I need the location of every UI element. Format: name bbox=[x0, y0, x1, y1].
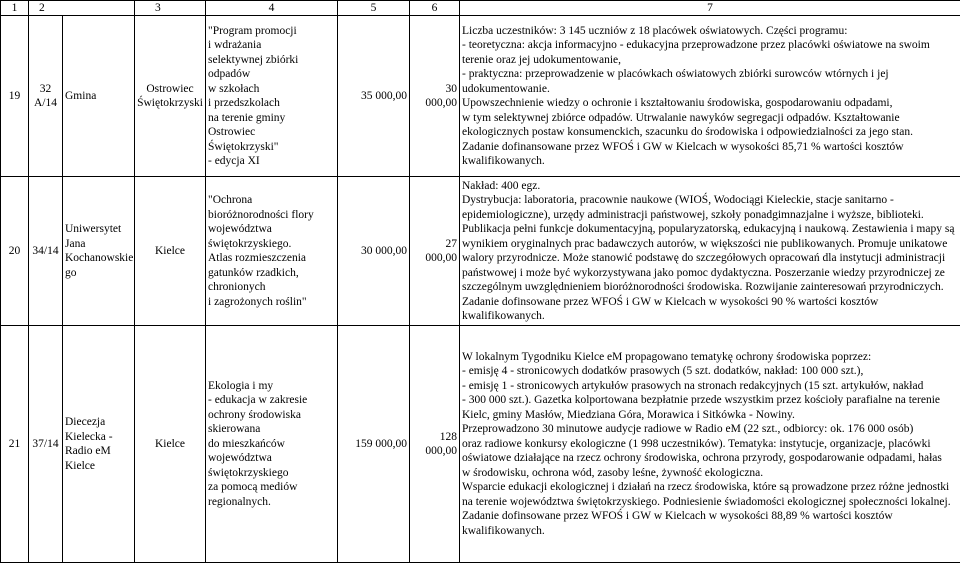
reference-number-line: 32 bbox=[39, 82, 52, 95]
description-cell-line: Zadanie dofinansowane przez WFOŚ i GW w Kielcach w wysokości 85,71 % wartości kosztów bbox=[462, 140, 904, 153]
applicant-cell-line: Uniwersytet bbox=[65, 223, 122, 235]
task-title-cell bbox=[206, 177, 338, 326]
description-cell-line: epidemiologiczne), urzędy administracji państwowej, szkoły ponadgimnazjalne i wyższe, biblioteki. bbox=[462, 208, 924, 221]
task-title-cell-line: Atlas rozmieszczenia bbox=[208, 252, 307, 264]
description-cell-line: oświatowe działające na rzecz ochrony środowiska, ochrona przyrody, gospodarowanie odpadami, hałas bbox=[462, 452, 942, 465]
description-cell-line: Wsparcie edukacji ekologicznej i działań na rzecz środowiska, które są prowadzone przez różne jednostki bbox=[462, 481, 950, 494]
header-cell: 4 bbox=[206, 1, 338, 16]
description-cell-line: - praktyczna: przeprowadzenie w placówkach oświatowych zbiórki surowców wtórnych i jej bbox=[462, 68, 889, 80]
task-title-cell-line: bioróżnorodności flory bbox=[208, 208, 314, 221]
task-title-cell-line: do mieszkańców bbox=[208, 437, 285, 450]
description-cell-line: - 300 000 szt.). Gazetka kolportowana bezpłatnie przede wszystkim przez kościoły parafialne na terenie bbox=[462, 394, 941, 407]
applicant-cell-line: Kielce bbox=[65, 459, 96, 472]
task-title-cell-line: Ekologia i my bbox=[208, 379, 274, 392]
table-row bbox=[1, 326, 960, 563]
grant-amount-cell: 27 000,00 bbox=[410, 177, 460, 326]
header-cell: 5 bbox=[338, 1, 410, 16]
description-cell-line: kwalifikowanych. bbox=[462, 524, 545, 537]
description-cell-line: oraz radiowe konkursy ekologiczne (1 998 uczestników). Tematyka: instytucje, organizacje, placówki bbox=[462, 437, 931, 450]
row-number: 20 bbox=[1, 177, 29, 326]
header-cell: 1 bbox=[1, 1, 29, 16]
location-cell-line: Kielce bbox=[154, 244, 185, 257]
reference-number-line: A/14 bbox=[34, 97, 57, 109]
description-cell-line: na terenie województwa świętokrzyskiego. Podniesienie świadomości ekologicznej społeczności lokalnej. bbox=[462, 495, 951, 508]
task-title-cell-line: świętokrzyskiego. bbox=[208, 237, 292, 250]
applicant-cell bbox=[63, 177, 135, 326]
description-cell-line: - teoretyczna: akcja informacyjno - edukacyjna przeprowadzone przez placówki oświatowe na swoim bbox=[462, 39, 930, 51]
task-title-cell-line: regionalnych. bbox=[208, 495, 271, 508]
total-cost-cell: 30 000,00 bbox=[338, 177, 410, 326]
applicant-cell-line: go bbox=[65, 266, 77, 279]
task-title-cell-line: selektywnej zbiórki bbox=[208, 53, 299, 66]
task-title-cell bbox=[206, 326, 338, 563]
header-cell: 3 bbox=[135, 1, 206, 16]
task-title-cell-line: w szkołach bbox=[208, 82, 260, 95]
task-title-cell-line: Ostrowiec bbox=[208, 126, 256, 138]
description-cell-line: ekologicznych postaw konsumenckich, szacunku do środowiska i odpowiedzialności za jego stan. bbox=[462, 126, 913, 138]
description-cell-line: terenie oraz jej udokumentowanie, bbox=[462, 53, 622, 66]
location-cell-line: Świętokrzyski bbox=[137, 97, 203, 109]
task-title-cell-line: Świętokrzyski" bbox=[208, 140, 279, 153]
total-cost-cell: 35 000,00 bbox=[338, 16, 410, 177]
reference-number bbox=[29, 16, 63, 177]
task-title-cell-line: - edycja XI bbox=[208, 155, 260, 167]
applicant-cell-line: Kielecka - bbox=[65, 430, 113, 443]
reference-number bbox=[29, 177, 63, 326]
task-title-cell-line: skierowana bbox=[208, 423, 261, 436]
description-cell bbox=[460, 16, 960, 177]
applicant-cell-line: Gmina bbox=[65, 89, 97, 102]
description-cell-line: Nakład: 400 egz. bbox=[462, 179, 541, 192]
header-row bbox=[1, 1, 960, 16]
applicant-cell bbox=[63, 16, 135, 177]
task-title-cell-line: - edukacja w zakresie bbox=[208, 394, 308, 407]
description-cell-line: - emisję 4 - stronicowych dodatków prasowych (5 szt. dodatków, nakład: 100 000 szt.), bbox=[462, 365, 864, 378]
description-cell-line: w środowisku, ochrona wód, zasoby leśne, żywność ekologiczna. bbox=[462, 466, 764, 479]
row-number: 21 bbox=[1, 326, 29, 563]
task-title-cell-line: "Program promocji bbox=[208, 24, 297, 37]
task-title-cell-line: województwa bbox=[208, 223, 272, 235]
description-cell-line: Zadanie dofinsowane przez WFOŚ i GW w Kielcach w wysokości 88,89 % wartości kosztów bbox=[462, 510, 893, 523]
task-title-cell-line: ochrony środowiska bbox=[208, 408, 301, 421]
location-cell-line: Ostrowiec bbox=[146, 82, 194, 95]
task-title-cell bbox=[206, 16, 338, 177]
applicant-cell bbox=[63, 326, 135, 563]
table-body bbox=[1, 16, 960, 563]
applicant-cell-line: Radio eM bbox=[65, 445, 111, 457]
task-title-cell-line: i wdrażania bbox=[208, 39, 262, 51]
header-cell: 6 bbox=[410, 1, 460, 16]
task-title-cell-line: za pomocą mediów bbox=[208, 481, 298, 494]
description-cell-line: państwowej i może być wykorzystywana jako pomoc dydaktyczna. Poszerzanie wiedzy przyrodniczej ze bbox=[462, 266, 945, 279]
description-cell bbox=[460, 326, 960, 563]
description-cell-line: Kielc, gminy Masłów, Miedziana Góra, Morawica i Sitkówka - Nowiny. bbox=[462, 408, 795, 421]
header-cell: 2 bbox=[29, 1, 135, 16]
description-cell-line: Zadanie dofinsowane przez WFOŚ i GW w Kielcach w wysokości 90 % wartości kosztów bbox=[462, 295, 879, 308]
location-cell bbox=[135, 16, 206, 177]
total-cost-cell: 159 000,00 bbox=[338, 326, 410, 563]
grant-amount-cell: 30 000,00 bbox=[410, 16, 460, 177]
reference-number-line: 34/14 bbox=[32, 244, 59, 257]
applicant-cell-line: Diecezja bbox=[65, 416, 106, 428]
description-cell-line: - emisję 1 - stronicowych artykułów prasowych na stronach redakcyjnych (15 szt. artykułów, nakład bbox=[462, 379, 924, 392]
location-cell bbox=[135, 326, 206, 563]
task-title-cell-line: świętokrzyskiego bbox=[208, 466, 289, 479]
description-cell-line: Publikacja pełni funkcje dokumentacyjną, popularyzatorską, edukacyjną i naukową. Zestawienia i mapy są bbox=[462, 223, 955, 235]
description-cell-line: Liczba uczestników: 3 145 uczniów z 18 placówek oświatowych. Części programu: bbox=[462, 24, 848, 37]
task-title-cell-line: i przedszkolach bbox=[208, 97, 280, 109]
description-cell-line: Upowszechnienie wiedzy o ochronie i kształtowaniu środowiska, gospodarowaniu odpadami, bbox=[462, 97, 893, 109]
task-title-cell-line: "Ochrona bbox=[208, 194, 253, 206]
applicant-cell-line: Kochanowskie bbox=[65, 252, 134, 264]
task-title-cell-line: odpadów bbox=[208, 68, 251, 80]
location-cell-line: Kielce bbox=[154, 437, 185, 450]
description-cell-line: kwalifikowanych. bbox=[462, 310, 545, 322]
description-cell-line: Przeprowadzono 30 minutowe audycje radiowe w Radio eM (22 szt., odbiorcy: ok. 176 000 osób) bbox=[462, 423, 914, 436]
row-number: 19 bbox=[1, 16, 29, 177]
reference-number bbox=[29, 326, 63, 563]
task-title-cell-line: województwa bbox=[208, 452, 272, 465]
applicant-cell-line: Jana bbox=[65, 237, 86, 250]
description-cell-line: udokumentowanie. bbox=[462, 82, 550, 95]
description-cell-line: W lokalnym Tygodniku Kielce eM propagowano tematykę ochrony środowiska poprzez: bbox=[462, 350, 872, 363]
header-cell: 7 bbox=[460, 1, 960, 16]
table-row bbox=[1, 16, 960, 177]
reference-number-line: 37/14 bbox=[32, 437, 59, 450]
description-cell-line: Dystrybucja: laboratoria, pracownie naukowe (WIOŚ, Wodociągi Kieleckie, stacje sanitarno - bbox=[462, 194, 894, 206]
description-cell-line: w tym selektywnej zbiórce odpadów. Utrwalanie nawyków segregacji odpadów. Kształtowanie bbox=[462, 111, 900, 124]
description-cell-line: kwalifikowanych. bbox=[462, 155, 545, 167]
description-cell bbox=[460, 177, 960, 326]
description-cell-line: walory przyrodnicze. Może stanowić podstawę do szczegółowych opracowań dla instytucji administracji bbox=[462, 252, 946, 264]
grant-amount-cell: 128 000,00 bbox=[410, 326, 460, 563]
task-title-cell-line: na terenie gminy bbox=[208, 111, 286, 124]
location-cell bbox=[135, 177, 206, 326]
task-title-cell-line: chronionych bbox=[208, 281, 266, 293]
task-title-cell-line: gatunków rzadkich, bbox=[208, 266, 299, 279]
task-title-cell-line: i zagrożonych roślin" bbox=[208, 295, 307, 308]
description-cell-line: wynikiem oryginalnych prac badawczych autorów, w większości nie publikowanych. Promuje unikatowe bbox=[462, 237, 948, 250]
description-cell-line: szczególnym uwzględnieniem bioróżnorodności środowiska. Rozwijanie zainteresowań przyrodniczych. bbox=[462, 281, 944, 293]
table-row bbox=[1, 177, 960, 326]
